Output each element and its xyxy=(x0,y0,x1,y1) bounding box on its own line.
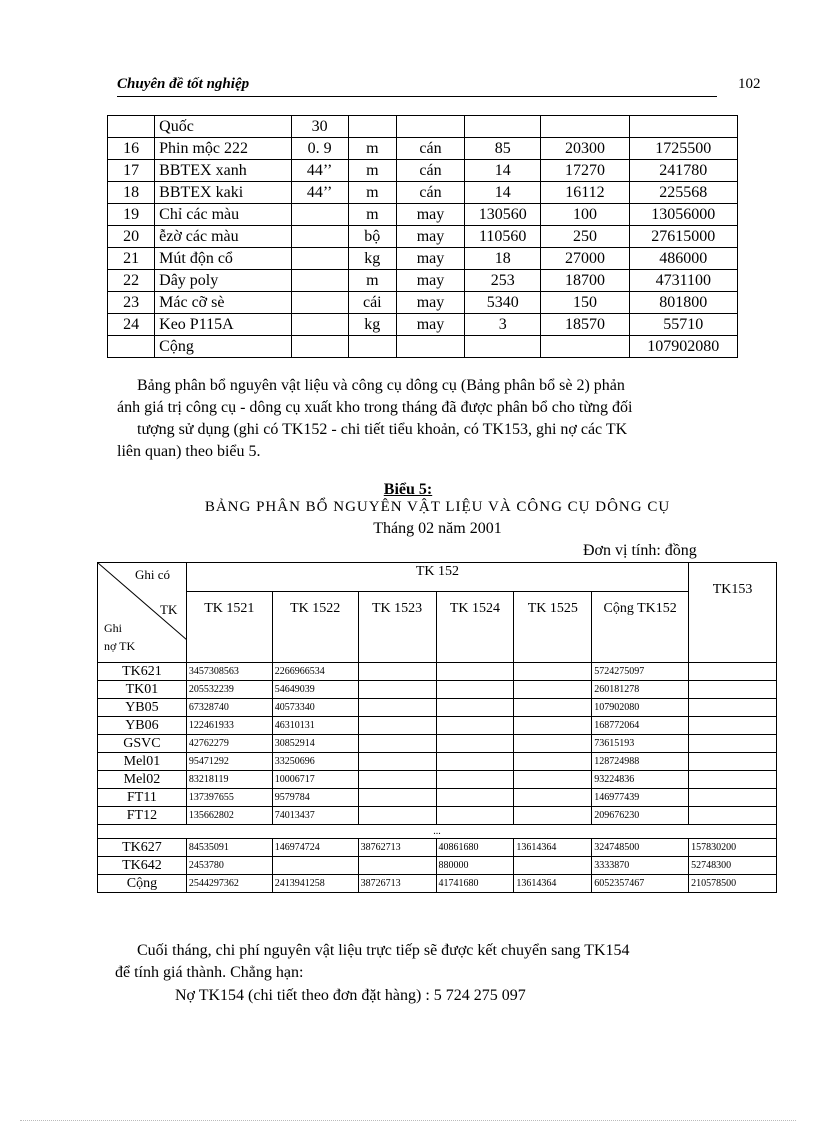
table-cell: 107902080 xyxy=(592,699,689,717)
materials-table xyxy=(107,115,738,358)
table-cell: 250 xyxy=(541,226,629,248)
table-cell: 17270 xyxy=(541,160,629,182)
row-account: YB05 xyxy=(98,699,187,717)
table-cell xyxy=(291,226,348,248)
table-row xyxy=(98,735,777,753)
table-cell xyxy=(348,116,396,138)
column-header: TK 1522 xyxy=(272,592,358,663)
table-cell xyxy=(689,699,777,717)
table-cell: may xyxy=(396,292,464,314)
table-cell xyxy=(689,789,777,807)
page-bottom-divider xyxy=(20,1120,796,1121)
table-cell: 85 xyxy=(465,138,541,160)
table-cell: Dây poly xyxy=(155,270,291,292)
paragraph-line: tượng sử dụng (ghi có TK152 - chi tiết tiểu khoản, có TK153, ghi nợ các TK xyxy=(137,421,628,438)
table-cell: cái xyxy=(348,292,396,314)
table-cell: Phin mộc 222 xyxy=(155,138,291,160)
table-cell: 137397655 xyxy=(186,789,272,807)
table-cell: 13614364 xyxy=(514,875,592,893)
table-cell: may xyxy=(396,226,464,248)
table-cell: 241780 xyxy=(629,160,737,182)
table-cell: 54649039 xyxy=(272,681,358,699)
paragraph-line: liên quan) theo biểu 5. xyxy=(117,443,261,460)
table-cell: 20300 xyxy=(541,138,629,160)
table-cell: 14 xyxy=(465,182,541,204)
table-cell: 20 xyxy=(108,226,155,248)
column-header: TK 1523 xyxy=(358,592,436,663)
column-header: TK 1524 xyxy=(436,592,514,663)
table-cell xyxy=(514,857,592,875)
table-cell xyxy=(396,336,464,358)
table-cell: 23 xyxy=(108,292,155,314)
table-cell: 21 xyxy=(108,248,155,270)
table-cell: 38762713 xyxy=(358,839,436,857)
table-cell: 18 xyxy=(108,182,155,204)
table-cell: 13614364 xyxy=(514,839,592,857)
table-row xyxy=(98,717,777,735)
corner-ghi: Ghi xyxy=(104,621,122,635)
table-cell: 3 xyxy=(465,314,541,336)
table-cell xyxy=(514,717,592,735)
table-cell xyxy=(358,699,436,717)
table-cell: may xyxy=(396,270,464,292)
table-row xyxy=(98,771,777,789)
table-row xyxy=(98,857,777,875)
table-cell: 74013437 xyxy=(272,807,358,825)
table-cell: 24 xyxy=(108,314,155,336)
table-row xyxy=(98,807,777,825)
table-cell: 84535091 xyxy=(186,839,272,857)
table-cell: 10006717 xyxy=(272,771,358,789)
table-cell xyxy=(514,735,592,753)
paragraph-line: Bảng phân bổ nguyên vật liệu và công cụ dông cụ (Bảng phân bổ sè 2) phản xyxy=(137,377,625,394)
table-row xyxy=(108,314,738,336)
table-cell: 73615193 xyxy=(592,735,689,753)
table-cell: m xyxy=(348,182,396,204)
table-cell: Mác cỡ sè xyxy=(155,292,291,314)
table-cell: 2266966534 xyxy=(272,663,358,681)
table-cell: 122461933 xyxy=(186,717,272,735)
table-cell xyxy=(291,336,348,358)
ellipsis: ... xyxy=(98,825,777,839)
paragraph-closing xyxy=(115,940,755,984)
column-header: TK 1525 xyxy=(514,592,592,663)
table-cell xyxy=(541,116,629,138)
table-cell: m xyxy=(348,160,396,182)
form-title: Biểu 5: xyxy=(383,481,433,498)
table-cell xyxy=(436,789,514,807)
table-cell: 5340 xyxy=(465,292,541,314)
table-cell: 209676230 xyxy=(592,807,689,825)
table-cell: 33250696 xyxy=(272,753,358,771)
table-cell xyxy=(358,789,436,807)
table-cell xyxy=(358,717,436,735)
gap-row xyxy=(98,825,777,839)
table-cell xyxy=(272,857,358,875)
table-row xyxy=(98,681,777,699)
table-cell: 40573340 xyxy=(272,699,358,717)
form-month: Tháng 02 năm 2001 xyxy=(373,520,502,537)
allocation-table xyxy=(97,562,777,893)
table-cell: may xyxy=(396,248,464,270)
table-cell: 52748300 xyxy=(689,857,777,875)
table-cell: ễzờ các màu xyxy=(155,226,291,248)
paragraph-line: Cuối tháng, chi phí nguyên vật liệu trực tiếp sẽ được kết chuyển sang TK154 xyxy=(137,942,630,959)
table-cell xyxy=(689,771,777,789)
table-cell: 27000 xyxy=(541,248,629,270)
row-account: Mel02 xyxy=(98,771,187,789)
table-cell xyxy=(436,753,514,771)
table-cell xyxy=(436,735,514,753)
table-cell: 324748500 xyxy=(592,839,689,857)
table-cell: 486000 xyxy=(629,248,737,270)
table-cell: 205532239 xyxy=(186,681,272,699)
table-cell: 41741680 xyxy=(436,875,514,893)
table-cell: 18570 xyxy=(541,314,629,336)
table-cell: kg xyxy=(348,314,396,336)
table-cell: 93224836 xyxy=(592,771,689,789)
table-row xyxy=(108,248,738,270)
table-cell: BBTEX xanh xyxy=(155,160,291,182)
table-row xyxy=(108,336,738,358)
table-row xyxy=(98,839,777,857)
table-cell: 146974724 xyxy=(272,839,358,857)
table-cell: 130560 xyxy=(465,204,541,226)
corner-no-tk: nợ TK xyxy=(104,639,136,653)
row-account: GSVC xyxy=(98,735,187,753)
table-cell xyxy=(689,807,777,825)
table-cell: 2413941258 xyxy=(272,875,358,893)
table-row xyxy=(98,753,777,771)
form-subtitle: BẢNG PHÂN BỔ NGUYÊN VẬT LIỆU VÀ CÔNG CỤ DÔNG CỤ xyxy=(204,499,671,515)
table-row xyxy=(108,160,738,182)
table-row xyxy=(108,292,738,314)
table-cell: Quốc xyxy=(155,116,291,138)
table-cell: 150 xyxy=(541,292,629,314)
table-cell xyxy=(291,204,348,226)
row-account: TK642 xyxy=(98,857,187,875)
table-cell: 5724275097 xyxy=(592,663,689,681)
paragraph-line: để tính giá thành. Chẳng hạn: xyxy=(115,964,304,981)
paragraph-line: ánh giá trị công cụ - dông cụ xuất kho trong tháng đã được phân bổ cho từng đối xyxy=(117,399,633,416)
table-cell: 0. 9 xyxy=(291,138,348,160)
form-unit: Đơn vị tính: đồng xyxy=(583,542,697,559)
table-cell: 1725500 xyxy=(629,138,737,160)
table-cell: BBTEX kaki xyxy=(155,182,291,204)
table-cell: cán xyxy=(396,138,464,160)
table-cell xyxy=(689,735,777,753)
table-cell xyxy=(108,336,155,358)
table-cell: m xyxy=(348,204,396,226)
table-cell: 40861680 xyxy=(436,839,514,857)
table-row xyxy=(98,663,777,681)
table-cell: 27615000 xyxy=(629,226,737,248)
table-row xyxy=(108,270,738,292)
table-cell xyxy=(436,681,514,699)
row-account: FT12 xyxy=(98,807,187,825)
table-cell xyxy=(358,663,436,681)
table-cell: 18 xyxy=(465,248,541,270)
table-row xyxy=(98,789,777,807)
table-row xyxy=(108,204,738,226)
table-cell xyxy=(108,116,155,138)
table-cell: 17 xyxy=(108,160,155,182)
table-row xyxy=(108,226,738,248)
table-cell: 107902080 xyxy=(629,336,737,358)
table-cell xyxy=(358,735,436,753)
table-cell: 146977439 xyxy=(592,789,689,807)
table-cell: 67328740 xyxy=(186,699,272,717)
table-cell xyxy=(396,116,464,138)
table-cell xyxy=(436,717,514,735)
table-cell: 13056000 xyxy=(629,204,737,226)
table-cell xyxy=(514,789,592,807)
table-row xyxy=(98,699,777,717)
row-account: TK01 xyxy=(98,681,187,699)
table-cell xyxy=(358,857,436,875)
table-cell: 9579784 xyxy=(272,789,358,807)
table-cell xyxy=(514,771,592,789)
table-cell xyxy=(689,753,777,771)
table-cell: 6052357467 xyxy=(592,875,689,893)
table-cell: Cộng xyxy=(155,336,291,358)
table-cell xyxy=(358,807,436,825)
table-cell: 30852914 xyxy=(272,735,358,753)
table-cell: may xyxy=(396,204,464,226)
table-cell xyxy=(689,717,777,735)
table-cell: 42762279 xyxy=(186,735,272,753)
table-cell: 880000 xyxy=(436,857,514,875)
column-header: Cộng TK152 xyxy=(592,592,689,663)
journal-entry: Nợ TK154 (chi tiết theo đơn đặt hàng) : 5 724 275 097 xyxy=(175,987,526,1004)
table-cell xyxy=(514,699,592,717)
table-row xyxy=(108,116,738,138)
table-cell: 44’’ xyxy=(291,182,348,204)
table-row xyxy=(108,182,738,204)
table-row xyxy=(108,138,738,160)
table-cell: 4731100 xyxy=(629,270,737,292)
table-cell xyxy=(465,116,541,138)
table-cell xyxy=(689,681,777,699)
table-cell: 19 xyxy=(108,204,155,226)
table-cell: 210578500 xyxy=(689,875,777,893)
group-header-tk152: TK 152 xyxy=(186,563,688,592)
table-cell: kg xyxy=(348,248,396,270)
paragraph-allocation xyxy=(117,375,747,463)
table-cell xyxy=(291,248,348,270)
table-cell xyxy=(291,270,348,292)
table-cell xyxy=(436,771,514,789)
table-cell xyxy=(689,663,777,681)
table-cell: 38726713 xyxy=(358,875,436,893)
header-title: Chuyên đề tốt nghiệp xyxy=(117,76,250,92)
row-account: FT11 xyxy=(98,789,187,807)
table-cell: 83218119 xyxy=(186,771,272,789)
table-cell: 16 xyxy=(108,138,155,160)
table-cell: 253 xyxy=(465,270,541,292)
table-cell: 100 xyxy=(541,204,629,226)
table-cell: bộ xyxy=(348,226,396,248)
table-cell: 128724988 xyxy=(592,753,689,771)
table-cell: 2544297362 xyxy=(186,875,272,893)
table-cell xyxy=(291,292,348,314)
table-cell: 46310131 xyxy=(272,717,358,735)
table-cell: Mút độn cổ xyxy=(155,248,291,270)
table-cell xyxy=(436,663,514,681)
table-cell: 157830200 xyxy=(689,839,777,857)
table-cell: 168772064 xyxy=(592,717,689,735)
table-cell xyxy=(541,336,629,358)
table-cell xyxy=(465,336,541,358)
row-account: YB06 xyxy=(98,717,187,735)
table-cell xyxy=(358,753,436,771)
table-cell: 260181278 xyxy=(592,681,689,699)
table-cell: 44’’ xyxy=(291,160,348,182)
table-cell: 3333870 xyxy=(592,857,689,875)
table-cell: 14 xyxy=(465,160,541,182)
table-cell: 95471292 xyxy=(186,753,272,771)
page-header xyxy=(117,76,717,97)
table-cell: m xyxy=(348,138,396,160)
table-cell xyxy=(514,663,592,681)
table-cell: Chỉ các màu xyxy=(155,204,291,226)
page-number: 102 xyxy=(738,76,761,92)
table-cell xyxy=(358,771,436,789)
table-cell: 3457308563 xyxy=(186,663,272,681)
table-cell: Keo P115A xyxy=(155,314,291,336)
table-cell xyxy=(629,116,737,138)
corner-cell xyxy=(98,563,187,663)
header-tk153: TK153 xyxy=(689,563,777,663)
table-cell: 30 xyxy=(291,116,348,138)
table-cell: 16112 xyxy=(541,182,629,204)
table-cell: 22 xyxy=(108,270,155,292)
corner-ghi-co: Ghi có xyxy=(135,567,171,582)
table-cell: 135662802 xyxy=(186,807,272,825)
table-cell xyxy=(291,314,348,336)
table-cell xyxy=(514,681,592,699)
corner-tk: TK xyxy=(160,602,178,617)
table-cell: may xyxy=(396,314,464,336)
table-cell: 55710 xyxy=(629,314,737,336)
table-cell: cán xyxy=(396,160,464,182)
table-row xyxy=(98,875,777,893)
row-account: TK627 xyxy=(98,839,187,857)
table-cell xyxy=(348,336,396,358)
table-cell: m xyxy=(348,270,396,292)
table-cell: cán xyxy=(396,182,464,204)
table-cell xyxy=(514,807,592,825)
table-cell xyxy=(514,753,592,771)
row-account: TK621 xyxy=(98,663,187,681)
column-header: TK 1521 xyxy=(186,592,272,663)
table-cell xyxy=(436,807,514,825)
row-account: Cộng xyxy=(98,875,187,893)
table-cell: 225568 xyxy=(629,182,737,204)
row-account: Mel01 xyxy=(98,753,187,771)
table-cell: 2453780 xyxy=(186,857,272,875)
table-cell xyxy=(358,681,436,699)
table-cell: 801800 xyxy=(629,292,737,314)
table-cell: 18700 xyxy=(541,270,629,292)
table-cell xyxy=(436,699,514,717)
table-cell: 110560 xyxy=(465,226,541,248)
